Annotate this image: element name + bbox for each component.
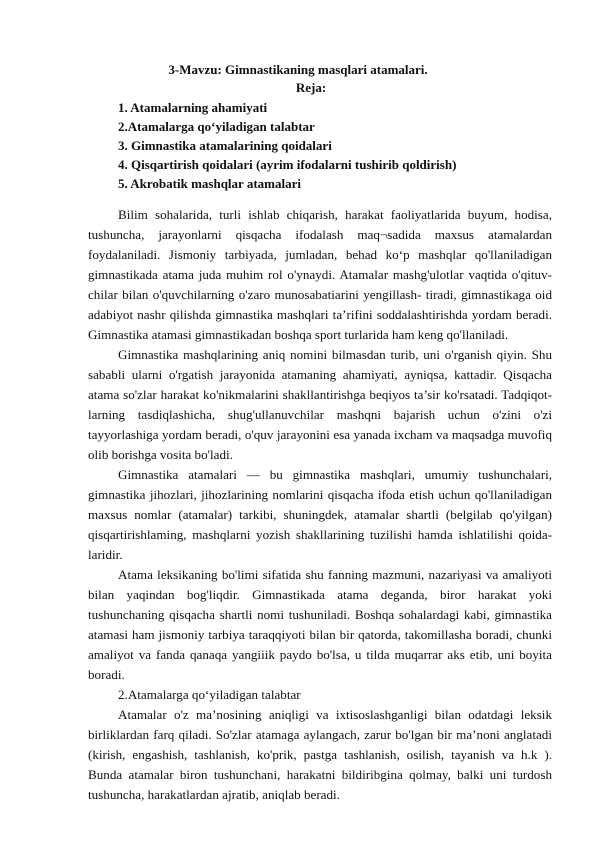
plan-heading: Reja: xyxy=(295,80,327,95)
plan-item: 2.Atamalarga qo‘yiladigan talabtar xyxy=(118,119,315,134)
paragraph: Atama leksikaning bo'limi sifatida shu fanning mazmuni, nazariyasi va amaliyoti bilan yaqindan bog'liqdir. Gimnastikada atama deganda, biror harakat yoki tushunchaning qisqacha shartli nomi tushuniladi. Boshqa sohalardagi kabi, gimnastika atamasi ham jismoniy tarbiya taraqqiyoti bilan bir qatorda, takomillasha boradi, chunki amaliyot va fanda qanaqa yangiiik paydo bo'lsa, u tilda muqarrar aks etib, uni boyita boradi. xyxy=(88,567,552,682)
paragraph: Gimnastika mashqlarining aniq nomini bilmasdan turib, uni o'rganish qiyin. Shu sababli ularni o'rgatish jarayonida atamaning ahamiyati, ayniqsa, kattadir. Qisqacha atama so'zlar harakat ko'nikmalarini shakllantirishga beqiyos ta’sir ko'rsatadi. Tadqiqot- larning tasdiqlashicha, shug'ullanuvchilar mashqni bajarish uchun o'zini o'zi tayyorlashiga yordam beradi, o'quv jarayonini esa yanada ixcham va maqsadga muvofiq olib borishga vosita bo'ladi. xyxy=(88,347,552,462)
paragraph: Atamalar o'z ma’nosining aniqligi va ixtisoslashganligi bilan odatdagi leksik birliklardan farq qiladi. So'zlar atamaga aylangach, zarur bo'lgan bir ma’noni anglatadi (kirish, engashish, tashlanish, ko'prik, pastga tashlanish, osilish, tayanish va h.k ). Bunda atamalar biron tushunchani, harakatni bildiribgina qolmay, balki uni turdosh tushuncha, harakatlardan ajratib, aniqlab beradi. xyxy=(88,707,552,802)
plan-item: 4. Qisqartirish qoidalari (ayrim ifodalarni tushirib qoldirish) xyxy=(118,157,457,172)
paragraph: Bilim sohalarida, turli ishlab chiqarish, harakat faoliyatlarida buyum, hodisa, tushuncha, jarayonlarni qisqacha ifodalash maq¬sadida maxsus atamalardan foydalaniladi. Jismoniy tarbiyada, jumladan, behad ko‘p mashqlar qo'llaniladigan gimnastikada atama juda muhim rol o'ynaydi. Atamalar mashg'ulotlar vaqtida o'qituv- chilar bilan o'quvchilarning o'zaro munosabatiarini yengillash- tiradi, gimnastikaga oid adabiyot nashr qilishda gimnastika mashqlari ta’rifini soddalashtirishda yordam beradi. Gimnastika atamasi gimnastikadan boshqa sport turlarida ham keng qo'llaniladi. xyxy=(88,207,552,342)
plan-item: 3. Gimnastika atamalarining qoidalari xyxy=(118,138,332,153)
section-heading: 2.Atamalarga qo‘yiladigan talabtar xyxy=(118,687,301,702)
paragraph: Gimnastika atamalari — bu gimnastika mashqlari, umumiy tushunchalari, gimnastika jihozlari, jihozlarining nomlarini qisqacha ifoda etish uchun qo'llaniladigan maxsus nomlar (atamalar) tarkibi, shuningdek, atamalar shartli (belgilab qo'yilgan) qisqartirishlaming, mashqlarni yozish shakllarining tuzilishi hamda ishlatilishi qoida- laridir. xyxy=(88,467,552,562)
body-text xyxy=(88,205,552,805)
plan-item: 5. Akrobatik mashqlar atamalari xyxy=(118,176,301,191)
plan-list xyxy=(118,98,456,193)
plan-item: 1. Atamalarning ahamiyati xyxy=(118,100,268,115)
document-title: 3-Mavzu: Gimnastikaning masqlari atamalari. xyxy=(168,62,428,77)
